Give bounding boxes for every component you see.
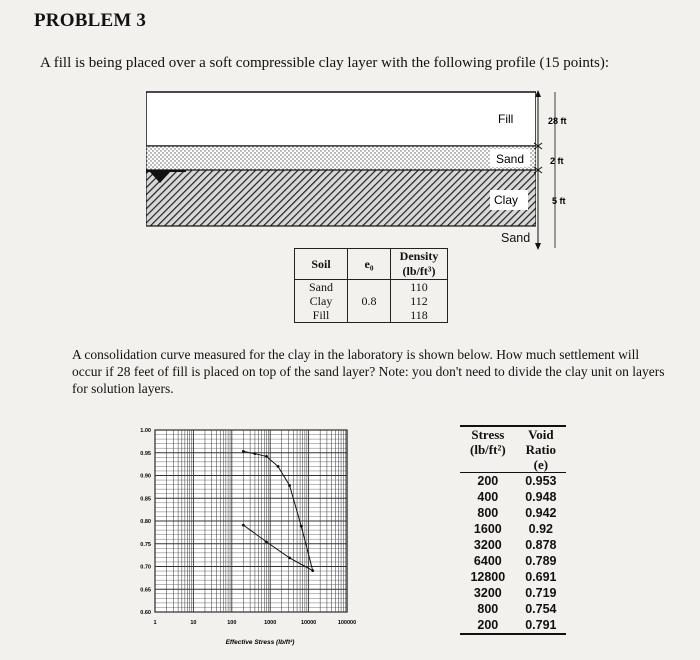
stress-header: Stress (lb/ft²) bbox=[460, 426, 516, 473]
x-axis-label: Effective Stress (lb/ft²) bbox=[225, 639, 295, 646]
data-point bbox=[311, 569, 314, 572]
table-row bbox=[460, 585, 566, 601]
table-row bbox=[460, 521, 566, 537]
sand-layer bbox=[146, 146, 536, 170]
soil-profile-diagram bbox=[146, 88, 536, 234]
data-point bbox=[265, 455, 268, 458]
x-tick-label: 1 bbox=[153, 620, 157, 626]
stress-void-table bbox=[460, 425, 566, 635]
stress-cell: 400 bbox=[477, 490, 499, 504]
table-row bbox=[460, 617, 566, 634]
clay-label: Clay bbox=[494, 193, 519, 207]
y-tick-label: 0.90 bbox=[140, 473, 151, 480]
table-row bbox=[460, 537, 566, 553]
void-ratio-cell: 0.953 bbox=[525, 474, 557, 488]
bottom-sand-label: Sand bbox=[501, 231, 531, 245]
dim-clay: 5 ft bbox=[552, 196, 566, 206]
void-ratio-cell: 0.691 bbox=[525, 570, 557, 584]
clay-layer bbox=[146, 170, 536, 226]
table-row bbox=[460, 489, 566, 505]
y-tick-label: 0.80 bbox=[140, 519, 151, 525]
y-tick-label: 0.85 bbox=[140, 496, 151, 503]
data-point bbox=[277, 465, 280, 468]
void-ratio-cell: 0.791 bbox=[516, 617, 566, 634]
data-point bbox=[288, 484, 291, 487]
consolidation-chart bbox=[125, 422, 365, 652]
y-tick-label: 0.95 bbox=[140, 450, 151, 457]
stress-cell: 1600 bbox=[473, 522, 502, 536]
data-point bbox=[265, 541, 268, 544]
x-tick-label: 10 bbox=[190, 620, 197, 626]
dim-sand: 2 ft bbox=[550, 156, 564, 166]
table-row: Sand 110 bbox=[295, 280, 448, 295]
stress-cell: 800 bbox=[477, 506, 499, 520]
void-ratio-cell: 0.942 bbox=[525, 506, 557, 520]
x-tick-label: 100000 bbox=[337, 620, 357, 626]
data-point bbox=[242, 524, 245, 527]
stress-cell: 200 bbox=[477, 474, 499, 488]
y-tick-label: 1.00 bbox=[140, 428, 151, 434]
data-point bbox=[288, 556, 291, 559]
problem-intro: A fill is being placed over a soft compressible clay layer with the following profile (15 points): bbox=[40, 55, 610, 71]
void-ratio-cell: 0.754 bbox=[525, 602, 557, 616]
data-point bbox=[254, 452, 257, 455]
question-text: A consolidation curve measured for the clay in the laboratory is shown below. How much settlement will occur if 28 feet of fill is placed on top of the sand layer? Note: you don't need to divide the clay unit on layers for solution layers. bbox=[72, 347, 665, 396]
data-point bbox=[300, 525, 303, 528]
stress-cell: 200 bbox=[460, 617, 516, 634]
void-ratio-cell: 0.789 bbox=[525, 554, 557, 568]
soil-properties-table bbox=[294, 248, 448, 323]
table-row bbox=[460, 553, 566, 569]
void-ratio-cell: 0.719 bbox=[525, 586, 557, 600]
stress-cell: 6400 bbox=[473, 554, 502, 568]
x-tick-label: 100 bbox=[227, 620, 237, 626]
fill-layer bbox=[146, 92, 536, 146]
table-row bbox=[460, 601, 566, 617]
void-ratio-cell: 0.878 bbox=[525, 538, 557, 552]
stress-cell: 3200 bbox=[473, 538, 502, 552]
stress-cell: 800 bbox=[477, 602, 499, 616]
x-tick-label: 10000 bbox=[300, 620, 317, 626]
fill-label: Fill bbox=[498, 112, 514, 126]
dimension-lines bbox=[530, 88, 590, 252]
e0-header: e₀ bbox=[348, 249, 391, 280]
dim-fill: 28 ft bbox=[548, 116, 567, 126]
sand-label: Sand bbox=[496, 152, 525, 166]
void-header: Void Ratio (e) bbox=[516, 426, 566, 473]
table-row bbox=[460, 505, 566, 521]
x-tick-label: 1000 bbox=[264, 620, 277, 626]
table-row bbox=[460, 569, 566, 585]
soil-header: Soil bbox=[295, 249, 348, 280]
y-tick-label: 0.70 bbox=[140, 564, 151, 571]
void-ratio-cell: 0.92 bbox=[528, 522, 554, 536]
table-row: Clay 0.8 112 bbox=[295, 294, 448, 308]
stress-cell: 3200 bbox=[473, 586, 502, 600]
void-ratio-cell: 0.948 bbox=[525, 490, 557, 504]
table-row bbox=[460, 473, 566, 490]
table-row: Fill 118 bbox=[295, 308, 448, 323]
y-tick-label: 0.60 bbox=[140, 610, 151, 616]
y-tick-label: 0.65 bbox=[140, 587, 151, 594]
problem-title: PROBLEM 3 bbox=[34, 10, 147, 31]
y-tick-label: 0.75 bbox=[140, 541, 151, 548]
density-header: Density (lb/ft³) bbox=[391, 249, 448, 280]
stress-cell: 12800 bbox=[470, 570, 506, 584]
data-point bbox=[242, 450, 245, 453]
